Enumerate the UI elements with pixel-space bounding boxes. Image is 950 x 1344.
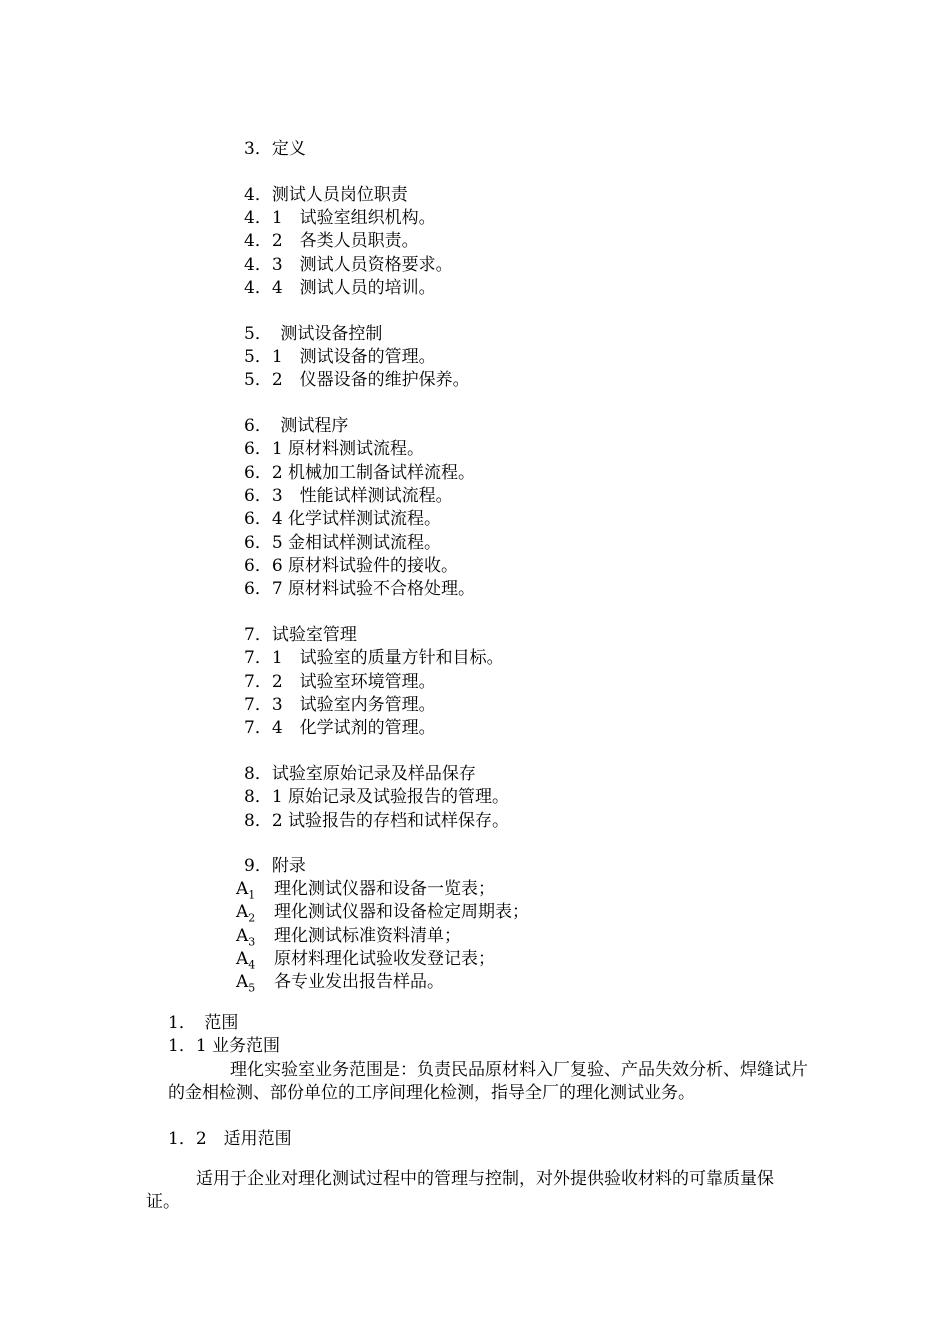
toc-section-4: 4．测试人员岗位职责	[244, 184, 408, 205]
appendix-code: $A_3$	[236, 925, 256, 948]
toc-section-4-3: 4．3 测试人员资格要求。	[244, 254, 453, 275]
appendix-item	[236, 948, 529, 971]
toc-section-5-2: 5．2 仪器设备的维护保养。	[244, 370, 470, 391]
table-of-contents	[244, 138, 804, 879]
toc-section-9: 9．附录	[244, 856, 306, 877]
appendix-text: 原材料理化试验收发登记表；	[274, 948, 495, 969]
heading-scope: 1． 范围	[168, 1013, 239, 1033]
toc-section-6-1: 6．1 原材料测试流程。	[244, 439, 425, 460]
business-scope-paragraph: 理化实验室业务范围是：负责民品原材料入厂复验、产品失效分析、焊缝试片的金相检测、部份单位的工序间理化检测，指导全厂的理化测试业务。	[168, 1059, 808, 1103]
toc-section-6: 6． 测试程序	[244, 416, 349, 437]
toc-section-4-1: 4．1 试验室组织机构。	[244, 208, 436, 229]
appendix-text: 理化测试仪器和设备检定周期表；	[274, 902, 529, 923]
heading-applicable-scope: 1．2 适用范围	[168, 1129, 292, 1150]
appendix-text: 理化测试仪器和设备一览表；	[274, 879, 495, 899]
scope-section	[168, 1012, 808, 1151]
applicable-scope-paragraph: 适用于企业对理化测试过程中的管理与控制，对外提供验收材料的可靠质量保证。	[146, 1169, 774, 1213]
toc-section-8-2: 8．2 试验报告的存档和试样保存。	[244, 810, 510, 831]
appendix-item	[236, 878, 529, 901]
toc-section-5-1: 5．1 测试设备的管理。	[244, 347, 436, 368]
toc-section-7: 7．试验室管理	[244, 625, 357, 646]
toc-section-7-1: 7．1 试验室的质量方针和目标。	[244, 648, 504, 669]
toc-section-5: 5． 测试设备控制	[244, 323, 383, 344]
toc-section-6-6: 6．6 原材料试验件的接收。	[244, 555, 459, 576]
appendix-item	[236, 971, 529, 994]
appendix-text: 各专业发出报告样品。	[274, 972, 444, 993]
toc-section-7-2: 7．2 试验室环境管理。	[244, 671, 436, 692]
appendix-code: $A_2$	[236, 902, 256, 925]
appendix-list	[236, 878, 529, 994]
appendix-code: $A_4$	[236, 948, 256, 972]
toc-section-6-4: 6．4 化学试样测试流程。	[244, 509, 442, 530]
appendix-text: 理化测试标准资料清单；	[274, 925, 461, 946]
appendix-item	[236, 925, 529, 948]
toc-section-8-1: 8．1 原始记录及试验报告的管理。	[244, 787, 510, 808]
toc-section-8: 8．试验室原始记录及样品保存	[244, 764, 476, 785]
toc-section-4-4: 4．4 测试人员的培训。	[244, 277, 436, 298]
toc-section-7-3: 7．3 试验室内务管理。	[244, 694, 436, 715]
appendix-code: $A_1$	[236, 879, 256, 902]
toc-section-7-4: 7．4 化学试剂的管理。	[244, 718, 436, 739]
toc-section-3: 3．定义	[244, 139, 306, 159]
heading-business-scope: 1．1 业务范围	[168, 1036, 281, 1057]
toc-section-4-2: 4．2 各类人员职责。	[244, 231, 419, 252]
appendix-item	[236, 901, 529, 924]
toc-section-6-5: 6．5 金相试样测试流程。	[244, 532, 442, 553]
toc-section-6-2: 6．2 机械加工制备试样流程。	[244, 462, 476, 483]
toc-section-6-3: 6．3 性能试样测试流程。	[244, 486, 453, 507]
toc-section-6-7: 6．7 原材料试验不合格处理。	[244, 579, 476, 600]
appendix-code: $A_5$	[236, 972, 256, 995]
